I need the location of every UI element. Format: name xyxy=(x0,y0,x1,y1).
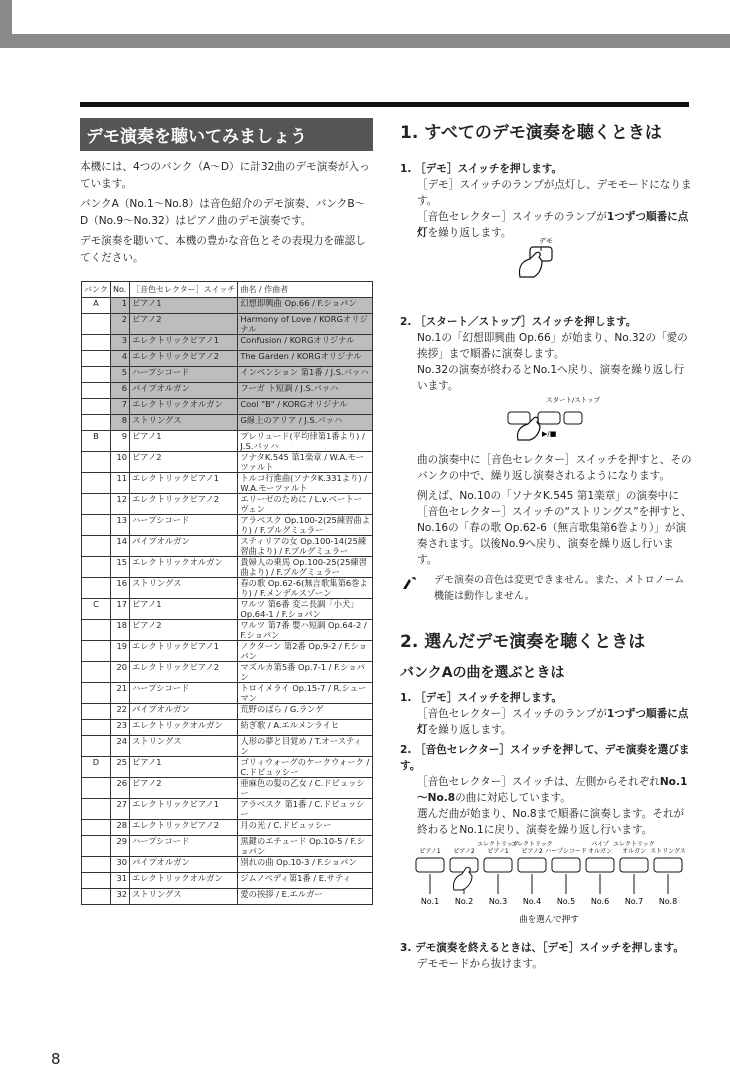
bank-cell xyxy=(82,704,111,720)
top-band xyxy=(0,0,730,48)
voice-cell: ストリングス xyxy=(130,415,238,431)
song-cell: ジムノペディ第1番 / E.サティ xyxy=(238,873,373,889)
table-row xyxy=(82,351,373,367)
table-row xyxy=(82,383,373,399)
bank-cell: B xyxy=(82,431,111,452)
selector-switch xyxy=(586,858,614,872)
table-row xyxy=(82,889,373,905)
page-number: 8 xyxy=(51,1050,61,1068)
step1-text1: ［デモ］スイッチのランプが点灯し、デモモードになります。 xyxy=(417,179,692,207)
bank-cell xyxy=(82,799,111,820)
start-stop-illustration xyxy=(500,394,600,442)
right-column xyxy=(400,118,692,241)
voice-cell: ピアノ2 xyxy=(130,452,238,473)
bank-cell xyxy=(82,889,111,905)
no-cell: 23 xyxy=(111,720,130,736)
voice-cell: エレクトリックピアノ1 xyxy=(130,473,238,494)
voice-cell: ピアノ2 xyxy=(130,620,238,641)
song-cell: トロイメライ Op.15-7 / R.シューマン xyxy=(238,683,373,704)
no-cell: 21 xyxy=(111,683,130,704)
song-cell: 黒鍵のエチュード Op.10-5 / F.ショパン xyxy=(238,836,373,857)
no-cell: 27 xyxy=(111,799,130,820)
table-row xyxy=(82,431,373,452)
song-cell: 春の歌 Op.62-6(無言歌集第6巻より) / F.メンデルスゾーン xyxy=(238,578,373,599)
b3-title: 3. デモ演奏を終えるときは、［デモ］スイッチを押します。 xyxy=(400,942,684,954)
table-row xyxy=(82,662,373,683)
no-cell: 4 xyxy=(111,351,130,367)
heading-select-demo: 2. 選んだデモ演奏を聴くときは xyxy=(400,632,646,652)
selector-label: ハープシコード xyxy=(545,848,587,855)
voice-cell: ストリングス xyxy=(130,578,238,599)
voice-cell: パイプオルガン xyxy=(130,536,238,557)
selector-number: No.5 xyxy=(556,897,576,906)
table-row xyxy=(82,399,373,415)
bank-cell xyxy=(82,494,111,515)
table-row xyxy=(82,720,373,736)
b1-title: 1. ［デモ］スイッチを押します。 xyxy=(400,692,563,704)
no-cell: 7 xyxy=(111,399,130,415)
song-cell: 幻想即興曲 Op.66 / F.ショパン xyxy=(238,298,373,314)
bank-cell: D xyxy=(82,757,111,778)
song-cell: Cool "B" / KORGオリジナル xyxy=(238,399,373,415)
voice-cell: ピアノ1 xyxy=(130,298,238,314)
no-cell: 12 xyxy=(111,494,130,515)
voice-cell: ハープシコード xyxy=(130,367,238,383)
song-cell: 荒野のばら / G.ランゲ xyxy=(238,704,373,720)
table-row xyxy=(82,473,373,494)
table-row xyxy=(82,778,373,799)
demo-song-table xyxy=(81,281,373,905)
selector-number: No.4 xyxy=(522,897,542,906)
header-no: No. xyxy=(111,282,130,298)
table-row xyxy=(82,620,373,641)
selector-number: No.1 xyxy=(420,897,440,906)
no-cell: 26 xyxy=(111,778,130,799)
table-row xyxy=(82,578,373,599)
bank-cell xyxy=(82,662,111,683)
note-icon xyxy=(402,576,418,590)
song-cell: 月の光 / C.ドビュッシー xyxy=(238,820,373,836)
voice-cell: エレクトリックピアノ2 xyxy=(130,820,238,836)
table-row xyxy=(82,704,373,720)
step1-text2: ［音色セレクター］スイッチのランプが1つずつ順番に点灯を繰り返します。 xyxy=(417,211,689,239)
step2-text2: No.32の演奏が終わるとNo.1へ戻り、演奏を繰り返し行います。 xyxy=(417,364,685,392)
voice-cell: パイプオルガン xyxy=(130,857,238,873)
voice-cell: エレクトリックピアノ2 xyxy=(130,351,238,367)
no-cell: 30 xyxy=(111,857,130,873)
no-cell: 32 xyxy=(111,889,130,905)
voice-cell: エレクトリックオルガン xyxy=(130,557,238,578)
section-title: デモ演奏を聴いてみましょう xyxy=(80,118,373,151)
song-cell: エリーゼのために / L.v.ベートーヴェン xyxy=(238,494,373,515)
table-row xyxy=(82,683,373,704)
voice-cell: エレクトリックオルガン xyxy=(130,399,238,415)
no-cell: 28 xyxy=(111,820,130,836)
voice-cell: ピアノ1 xyxy=(130,599,238,620)
no-cell: 2 xyxy=(111,314,130,335)
bank-cell xyxy=(82,536,111,557)
heading-all-demos: 1. すべてのデモ演奏を聴くときは xyxy=(400,123,662,143)
song-cell: マズルカ第5番 Op.7-1 / F.ショパン xyxy=(238,662,373,683)
selector-number: No.8 xyxy=(658,897,678,906)
voice-cell: エレクトリックオルガン xyxy=(130,720,238,736)
voice-cell: ピアノ2 xyxy=(130,314,238,335)
bank-cell: A xyxy=(82,298,111,314)
selector-caption: 曲を選んで押す xyxy=(519,915,579,925)
bank-cell xyxy=(82,383,111,399)
song-cell: スティリアの女 Op.100-14(25練習曲より) / F.ブルグミュラー xyxy=(238,536,373,557)
intro-paragraph-1: 本機には、4つのバンク（A～D）に計32曲のデモ演奏が入っています。 xyxy=(80,161,370,190)
selector-switch xyxy=(450,858,478,872)
table-row xyxy=(82,857,373,873)
selector-label: パイプ xyxy=(591,841,609,848)
header-voice: ［音色セレクター］スイッチ xyxy=(130,282,238,298)
song-cell: ソナタK.545 第1楽章 / W.A.モーツァルト xyxy=(238,452,373,473)
bank-cell xyxy=(82,720,111,736)
selector-label: エレクトリック xyxy=(511,841,553,848)
song-cell: アラベスク 第1番 / C.ドビュッシー xyxy=(238,799,373,820)
voice-cell: ストリングス xyxy=(130,736,238,757)
selector-switch xyxy=(416,858,444,872)
song-cell: 紡ぎ歌 / A.エルメンライヒ xyxy=(238,720,373,736)
selector-label: ピアノ1 xyxy=(419,848,441,855)
selector-number: No.6 xyxy=(590,897,610,906)
bank-cell xyxy=(82,314,111,335)
table-row xyxy=(82,599,373,620)
table-row xyxy=(82,820,373,836)
no-cell: 8 xyxy=(111,415,130,431)
selector-label: エレクトリック xyxy=(477,841,519,848)
song-cell: プレリュード(平均律第1番より) / J.S.バッハ xyxy=(238,431,373,452)
table-row xyxy=(82,415,373,431)
song-cell: トルコ行進曲(ソナタK.331より) / W.A.モーツァルト xyxy=(238,473,373,494)
no-cell: 25 xyxy=(111,757,130,778)
svg-text:▶/■: ▶/■ xyxy=(542,430,557,438)
table-row xyxy=(82,799,373,820)
song-cell: 貴婦人の乗馬 Op.100-25(25練習曲より) / F.ブルグミュラー xyxy=(238,557,373,578)
start-stop-label: スタート/ストップ xyxy=(546,396,600,404)
selector-label: ストリングス xyxy=(650,848,686,855)
bank-cell xyxy=(82,335,111,351)
demo-switch-illustration xyxy=(512,233,572,281)
intro-paragraph-3: デモ演奏を聴いて、本機の豊かな音色とその表現力を確認してください。 xyxy=(80,235,366,264)
selector-label: ピアノ2 xyxy=(453,848,475,855)
voice-cell: エレクトリックピアノ2 xyxy=(130,494,238,515)
table-row xyxy=(82,536,373,557)
no-cell: 11 xyxy=(111,473,130,494)
table-header-row xyxy=(82,282,373,298)
song-cell: The Garden / KORGオリジナル xyxy=(238,351,373,367)
selector-label: ピアノ1 xyxy=(487,848,509,855)
explanation-block xyxy=(417,452,692,568)
voice-cell: ハープシコード xyxy=(130,836,238,857)
bank-cell xyxy=(82,836,111,857)
table-row xyxy=(82,298,373,314)
no-cell: 6 xyxy=(111,383,130,399)
voice-cell: パイプオルガン xyxy=(130,704,238,720)
bank-cell xyxy=(82,857,111,873)
voice-cell: ストリングス xyxy=(130,889,238,905)
song-cell: G線上のアリア / J.S.バッハ xyxy=(238,415,373,431)
song-cell: Confusion / KORGオリジナル xyxy=(238,335,373,351)
voice-cell: ピアノ2 xyxy=(130,778,238,799)
voice-cell: エレクトリックピアノ1 xyxy=(130,335,238,351)
no-cell: 15 xyxy=(111,557,130,578)
bank-cell xyxy=(82,736,111,757)
bank-cell xyxy=(82,557,111,578)
section2-block xyxy=(400,627,692,838)
selector-number: No.3 xyxy=(488,897,508,906)
bank-cell xyxy=(82,452,111,473)
bank-cell xyxy=(82,778,111,799)
table-row xyxy=(82,736,373,757)
selector-label: オルガン xyxy=(587,848,613,855)
no-cell: 19 xyxy=(111,641,130,662)
song-cell: ワルツ 第6番 変ニ長調「小犬」Op.64-1 / F.ショパン xyxy=(238,599,373,620)
selector-switch xyxy=(552,858,580,872)
no-cell: 20 xyxy=(111,662,130,683)
bank-cell xyxy=(82,578,111,599)
step2-text1: No.1の「幻想即興曲 Op.66」が始まり、No.32の「愛の挨拶」まで順番に演奏します。 xyxy=(417,332,688,360)
no-cell: 22 xyxy=(111,704,130,720)
no-cell: 16 xyxy=(111,578,130,599)
voice-cell: エレクトリックピアノ1 xyxy=(130,641,238,662)
b3-text: デモモードから抜けます。 xyxy=(417,958,543,970)
voice-cell: ピアノ1 xyxy=(130,757,238,778)
table-row xyxy=(82,757,373,778)
note-text: デモ演奏の音色は変更できません。また、メトロノーム機能は動作しません。 xyxy=(434,575,685,602)
table-row xyxy=(82,314,373,335)
voice-cell: ピアノ1 xyxy=(130,431,238,452)
song-cell: Harmony of Love / KORGオリジナル xyxy=(238,314,373,335)
no-cell: 5 xyxy=(111,367,130,383)
voice-cell: エレクトリックピアノ1 xyxy=(130,799,238,820)
table-row xyxy=(82,367,373,383)
song-cell: 愛の挨拶 / E.エルガー xyxy=(238,889,373,905)
selector-number: No.2 xyxy=(454,897,474,906)
table-row xyxy=(82,515,373,536)
table-row xyxy=(82,452,373,473)
demo-switch-label: デモ xyxy=(539,237,553,245)
selector-switch xyxy=(620,858,648,872)
voice-cell: ハープシコード xyxy=(130,683,238,704)
table-row xyxy=(82,641,373,662)
selector-label: オルガン xyxy=(621,848,647,855)
voice-cell: ハープシコード xyxy=(130,515,238,536)
selector-switch-illustration xyxy=(410,840,690,930)
table-row xyxy=(82,557,373,578)
song-cell: ワルツ 第7番 嬰ハ短調 Op.64-2 / F.ショパン xyxy=(238,620,373,641)
selector-switch xyxy=(518,858,546,872)
song-cell: インベンション 第1番 / J.S.バッハ xyxy=(238,367,373,383)
song-cell: 別れの曲 Op.10-3 / F.ショパン xyxy=(238,857,373,873)
header-song: 曲名 / 作曲者 xyxy=(238,282,373,298)
bank-cell: C xyxy=(82,599,111,620)
selector-switch xyxy=(654,858,682,872)
table-row xyxy=(82,494,373,515)
step3-block xyxy=(400,940,692,972)
no-cell: 13 xyxy=(111,515,130,536)
selector-label: ピアノ2 xyxy=(521,848,543,855)
selector-switch xyxy=(484,858,512,872)
song-cell: 亜麻色の髪の乙女 / C.ドビュッシー xyxy=(238,778,373,799)
no-cell: 3 xyxy=(111,335,130,351)
no-cell: 31 xyxy=(111,873,130,889)
no-cell: 24 xyxy=(111,736,130,757)
explanation-p1: 曲の演奏中に［音色セレクター］スイッチを押すと、そのバンクの中で、繰り返し演奏されるようになります。 xyxy=(417,454,692,482)
bank-cell xyxy=(82,473,111,494)
bank-cell xyxy=(82,415,111,431)
song-cell: 人形の夢と目覚め / T.オースティン xyxy=(238,736,373,757)
table-row xyxy=(82,335,373,351)
table-row xyxy=(82,836,373,857)
bank-cell xyxy=(82,351,111,367)
left-column xyxy=(80,118,373,270)
no-cell: 9 xyxy=(111,431,130,452)
no-cell: 1 xyxy=(111,298,130,314)
bank-cell xyxy=(82,873,111,889)
no-cell: 14 xyxy=(111,536,130,557)
no-cell: 10 xyxy=(111,452,130,473)
step2-title: 2. ［スタート／ストップ］スイッチを押します。 xyxy=(400,316,637,328)
intro-paragraph-2: バンクA（No.1～No.8）は音色紹介のデモ演奏、バンクB～D（No.9～No.32）はピアノ曲のデモ演奏です。 xyxy=(80,198,366,227)
no-cell: 29 xyxy=(111,836,130,857)
bank-cell xyxy=(82,515,111,536)
step1-title: 1. ［デモ］スイッチを押します。 xyxy=(400,163,563,175)
b2-text2: 選んだ曲が始まり、No.8まで順番に演奏します。それが終わるとNo.1に戻り、演奏を繰り返し行います。 xyxy=(417,808,685,836)
bank-cell xyxy=(82,367,111,383)
no-cell: 18 xyxy=(111,620,130,641)
b2-text1: ［音色セレクター］スイッチは、左側からそれぞれNo.1～No.8の曲に対応しています。 xyxy=(417,776,688,804)
voice-cell: エレクトリックオルガン xyxy=(130,873,238,889)
table-row xyxy=(82,873,373,889)
bank-cell xyxy=(82,820,111,836)
selector-number: No.7 xyxy=(624,897,644,906)
selector-label: エレクトリック xyxy=(613,841,655,848)
bank-cell xyxy=(82,641,111,662)
explanation-p2: 例えば、No.10の「ソナタK.545 第1楽章」の演奏中に［音色セレクター］スイッチの“ストリングス”を押すと、No.16の「春の歌 Op.62-6（無言歌集第6巻より）」が演奏されます。以後No.9へ戻り、演奏を繰り返し行います。 xyxy=(417,490,692,566)
voice-cell: エレクトリックピアノ2 xyxy=(130,662,238,683)
song-cell: アラベスク Op.100-2(25練習曲より) / F.ブルグミュラー xyxy=(238,515,373,536)
b2-title: 2. ［音色セレクター］スイッチを押して、デモ演奏を選びます。 xyxy=(400,744,690,772)
song-cell: ゴリィウォーグのケークウォーク / C.ドビュッシー xyxy=(238,757,373,778)
step2-block xyxy=(400,314,692,394)
bank-cell xyxy=(82,683,111,704)
bank-cell xyxy=(82,620,111,641)
song-cell: ノクターン 第2番 Op.9-2 / F.ショパン xyxy=(238,641,373,662)
voice-cell: パイプオルガン xyxy=(130,383,238,399)
header-rule xyxy=(80,102,689,107)
bank-cell xyxy=(82,399,111,415)
subheading-bank-a: バンクAの曲を選ぶときは xyxy=(400,665,565,681)
b1-text: ［音色セレクター］スイッチのランプが1つずつ順番に点灯を繰り返します。 xyxy=(417,708,689,736)
no-cell: 17 xyxy=(111,599,130,620)
song-cell: フーガ ト短調 / J.S.バッハ xyxy=(238,383,373,399)
header-bank: バンク xyxy=(82,282,111,298)
